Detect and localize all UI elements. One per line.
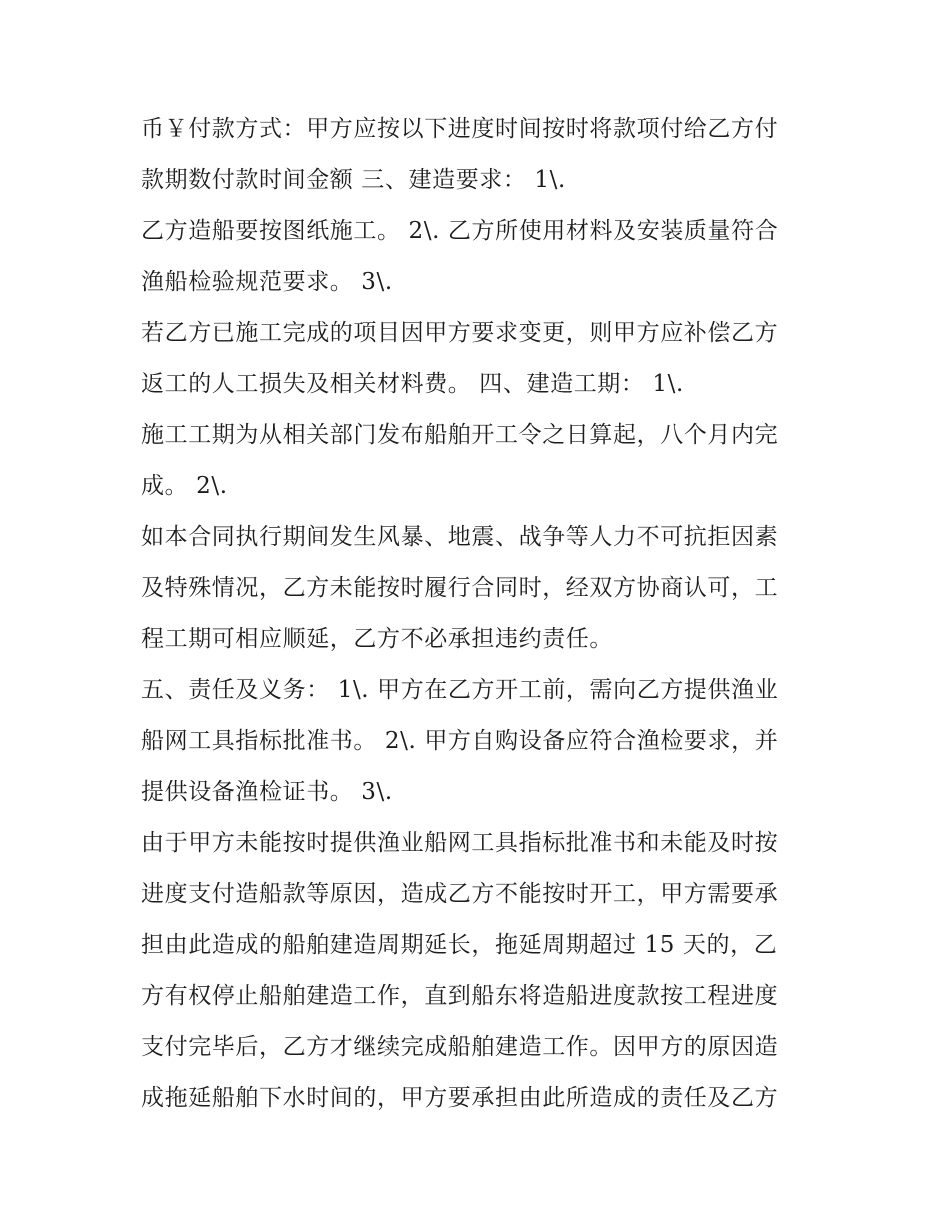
text-line: 船网工具指标批准书。 2\. 甲方自购设备应符合渔检要求，并: [141, 728, 779, 754]
text-line: 币￥付款方式：甲方应按以下进度时间按时将款项付给乙方付: [141, 116, 779, 142]
text-line: 如本合同执行期间发生风暴、地震、战争等人力不可抗拒因素: [141, 524, 779, 550]
text-line: 程工期可相应顺延，乙方不必承担违约责任。: [141, 626, 613, 652]
text-line: 渔船检验规范要求。 3\.: [141, 269, 393, 295]
text-line: 及特殊情况，乙方未能按时履行合同时，经双方协商认可，工: [141, 575, 779, 601]
text-line: 由于甲方未能按时提供渔业船网工具指标批准书和未能及时按: [141, 830, 779, 856]
text-line: 成。 2\.: [141, 473, 228, 499]
text-line: 支付完毕后，乙方才继续完成船舶建造工作。因甲方的原因造: [141, 1034, 779, 1060]
text-line: 提供设备渔检证书。 3\.: [141, 779, 393, 805]
text-line: 担由此造成的船舶建造周期延长，拖延周期超过 15 天的，乙: [141, 932, 778, 958]
text-line: 方有权停止船舶建造工作，直到船东将造船进度款按工程进度: [141, 983, 779, 1009]
text-line: 施工工期为从相关部门发布船舶开工令之日算起，八个月内完: [141, 422, 779, 448]
document-body: [141, 104, 821, 1124]
text-line: 成拖延船舶下水时间的，甲方要承担由此所造成的责任及乙方: [141, 1085, 779, 1111]
text-line: 款期数付款时间金额 三、建造要求： 1\.: [141, 167, 566, 193]
text-line: 五、责任及义务： 1\. 甲方在乙方开工前，需向乙方提供渔业: [141, 677, 779, 703]
text-line: 若乙方已施工完成的项目因甲方要求变更，则甲方应补偿乙方: [141, 320, 779, 346]
text-line: 返工的人工损失及相关材料费。 四、建造工期： 1\.: [141, 371, 684, 397]
text-line: 乙方造船要按图纸施工。 2\. 乙方所使用材料及安装质量符合: [141, 218, 779, 244]
text-line: 进度支付造船款等原因，造成乙方不能按时开工，甲方需要承: [141, 881, 779, 907]
